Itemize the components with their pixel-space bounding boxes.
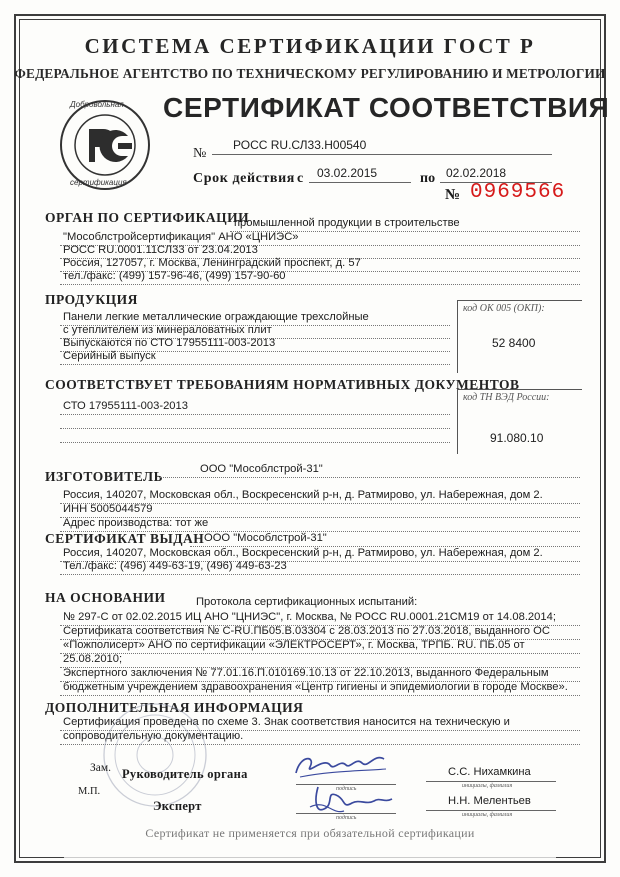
basis-divider-6: [60, 695, 580, 696]
expert-label: Эксперт: [153, 799, 202, 813]
manufacturer-name: ООО "Мособлстрой-31": [200, 463, 323, 475]
head-label: Руководитель органа: [122, 767, 248, 781]
head-name: С.С. Нихамкина: [448, 766, 531, 778]
footer-note: Сертификат не применяется при обязательной сертификации: [145, 826, 475, 840]
basis-heading: НА ОСНОВАНИИ: [45, 590, 166, 605]
issued-divider-2: [60, 574, 580, 575]
tnved-code-label: код ТН ВЭД России:: [463, 392, 550, 403]
blank-number-label: №: [445, 187, 461, 203]
product-line-4: Серийный выпуск: [63, 350, 156, 362]
basis-divider-2: [60, 639, 580, 640]
basis-divider-5: [60, 681, 580, 682]
basis-divider-4: [60, 667, 580, 668]
requirements-line-1: СТО 17955111-003-2013: [63, 400, 188, 412]
tnved-code-value: 91.080.10: [490, 431, 544, 445]
product-line-3: Выпускаются по СТО 17955111-003-2013: [63, 337, 276, 349]
from-label: с: [297, 171, 304, 186]
okp-code-label: код ОК 005 (ОКП):: [463, 303, 545, 314]
expert-name: Н.Н. Мелентьев: [448, 795, 531, 807]
blank-number: 0969566: [470, 181, 566, 204]
product-divider-4: [60, 364, 450, 365]
head-name-hint: инициалы, фамилия: [462, 783, 513, 789]
organ-divider-5: [60, 284, 580, 285]
certificate-number: РОСС RU.СЛ33.Н00540: [233, 138, 367, 152]
basis-divider-3: [60, 653, 580, 654]
requirements-divider-1: [60, 414, 450, 415]
product-line-1: Панели легкие металлические ограждающие трехслойные: [63, 311, 369, 323]
basis-line-1: № 297-С от 02.02.2015 ИЦ АНО "ЦНИЭС", г. Москва, № РОСС RU.0001.21СМ19 от 14.08.2014;: [63, 611, 556, 623]
basis-line-2: Сертификата соответствия № С-RU.ПБ05.В.03304 с 28.03.2013 по 27.03.2018, выданного ОС: [63, 625, 550, 637]
additional-line-2: сопроводительную документацию.: [63, 730, 244, 742]
expert-sign-hint: подпись: [336, 815, 357, 821]
certificate-title: СЕРТИФИКАТ СООТВЕТСТВИЯ: [163, 92, 610, 123]
to-label: по: [420, 171, 436, 186]
requirements-heading: СООТВЕТСТВУЕТ ТРЕБОВАНИЯМ НОРМАТИВНЫХ ДОКУМЕНТОВ: [45, 377, 520, 392]
manufacturer-line-2: ИНН 5005044579: [63, 503, 153, 515]
additional-line-1: Сертификация проведена по схеме 3. Знак соответствия наносится на техническую и: [63, 716, 510, 728]
product-line-2: с утеплителем из минераловатных плит: [63, 324, 272, 336]
from-date: 03.02.2015: [317, 166, 378, 180]
basis-divider-1: [60, 625, 580, 626]
organ-line-4: Россия, 127057, г. Москва, Ленинградский проспект, д. 57: [63, 257, 361, 269]
head-sign-hint: подпись: [336, 786, 357, 792]
head-name-line: [426, 781, 556, 782]
issued-name: ООО "Мособлстрой-31": [204, 532, 327, 544]
logo-text-top: Добровольная: [70, 100, 124, 109]
head-signature: [290, 749, 390, 783]
manufacturer-line-1: Россия, 140207, Московская обл., Воскресенский р-н, д. Ратмирово, ул. Набережная, дом 2.: [63, 489, 543, 501]
organ-heading: ОРГАН ПО СЕРТИФИКАЦИИ: [45, 210, 250, 225]
organ-seal-stamp: [100, 700, 210, 810]
basis-line-6: бюджетным учреждением здравоохранения «Центр гигиены и эпидемиологии в городе Москве».: [63, 681, 568, 693]
footer-line: [64, 857, 556, 858]
requirements-divider-2: [60, 428, 450, 429]
agency-title: ФЕДЕРАЛЬНОЕ АГЕНТСТВО ПО ТЕХНИЧЕСКОМУ РЕГУЛИРОВАНИЮ И МЕТРОЛОГИИ: [14, 66, 606, 81]
deputy-label: Зам.: [90, 762, 112, 774]
issued-line-1: Россия, 140207, Московская обл., Воскресенский р-н, д. Ратмирово, ул. Набережная, дом 2.: [63, 547, 543, 559]
issued-line-2: Тел./факс: (496) 449-63-19, (496) 449-63-23: [63, 560, 287, 572]
basis-line-4: 25.08.2010;: [63, 653, 123, 665]
organ-line-2: "Мособлстройсертификация" АНО «ЦНИЭС»: [63, 231, 299, 243]
mp-label: М.П.: [78, 786, 101, 797]
number-label: №: [193, 146, 207, 161]
expert-signature-line: [296, 813, 396, 814]
okp-code-value: 52 8400: [492, 336, 536, 350]
organ-line-1: промышленной продукции в строительстве: [234, 217, 460, 229]
number-underline: [212, 154, 552, 155]
basis-line-5: Экспертного заключения № 77.01.16.П.010169.10.13 от 22.10.2013, выданного Федеральным: [63, 667, 549, 679]
basis-line-3: «Пожполисерт» АНО по сертификации «ЭЛЕКТРОСЕРТ», г. Москва, ТРПБ. RU. ПБ.05 от: [63, 639, 525, 651]
manufacturer-divider-0: [160, 477, 580, 478]
from-date-underline: [309, 182, 411, 183]
organ-line-3: РОСС RU.0001.11СЛ33 от 23.04.2013: [63, 244, 258, 256]
additional-heading: ДОПОЛНИТЕЛЬНАЯ ИНФОРМАЦИЯ: [45, 700, 304, 715]
requirements-divider-3: [60, 442, 450, 443]
expert-name-line: [426, 810, 556, 811]
organ-line-5: тел./факс: (499) 157-96-46, (499) 157-90-60: [63, 270, 286, 282]
logo-text-bottom: сертификация: [70, 178, 127, 187]
expert-name-hint: инициалы, фамилия: [462, 812, 513, 818]
system-title: СИСТЕМА СЕРТИФИКАЦИИ ГОСТ Р: [84, 34, 536, 58]
manufacturer-heading: ИЗГОТОВИТЕЛЬ: [45, 469, 164, 484]
basis-line-0: Протокола сертификационных испытаний:: [196, 596, 418, 608]
to-date: 02.02.2018: [446, 166, 507, 180]
validity-label: Срок действия: [193, 171, 295, 186]
issued-heading: СЕРТИФИКАТ ВЫДАН: [45, 531, 205, 546]
product-heading: ПРОДУКЦИЯ: [45, 292, 138, 307]
manufacturer-line-3: Адрес производства: тот же: [63, 517, 209, 529]
